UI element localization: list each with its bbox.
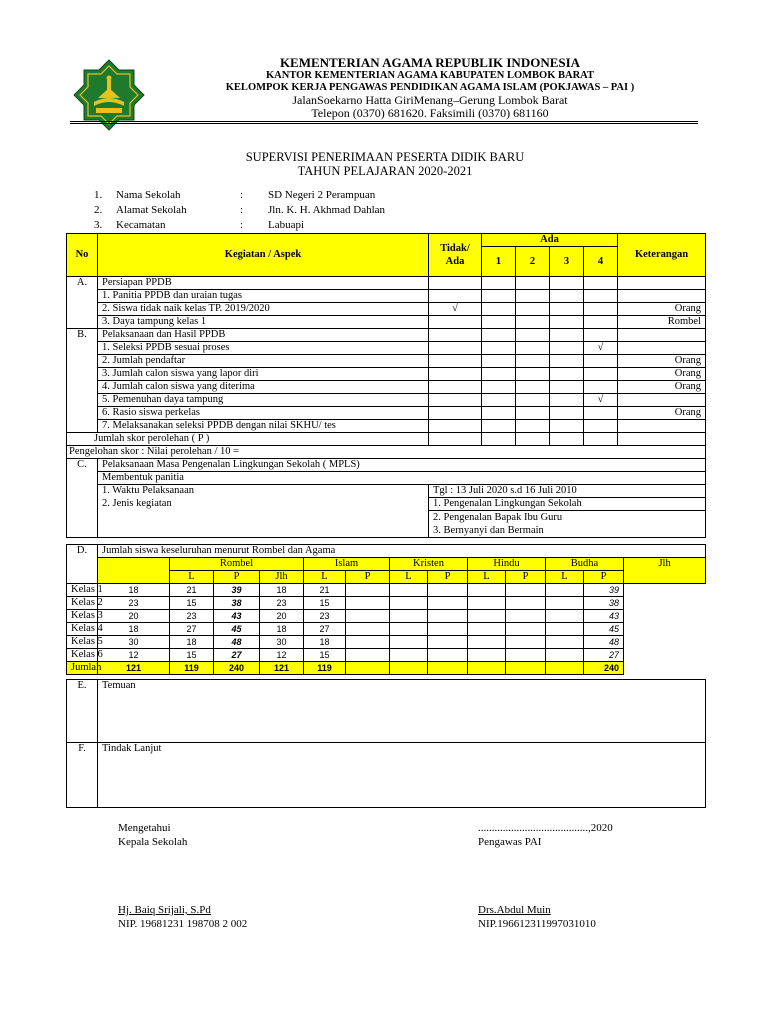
item: 5. Pemenuhan daya tampung	[98, 394, 429, 407]
cell: 27	[584, 649, 624, 662]
info-value: Jln. K. H. Akhmad Dahlan	[268, 204, 386, 216]
cell: 15	[304, 597, 346, 610]
header-office: KANTOR KEMENTERIAN AGAMA KABUPATEN LOMBOK BARAT	[266, 70, 594, 81]
info-num: 2.	[94, 204, 103, 216]
col-no: No	[67, 234, 98, 277]
sign-left-label: Mengetahui	[118, 822, 171, 834]
check-mark: √	[584, 394, 618, 407]
sub-header: L	[304, 571, 346, 584]
cell: 20	[98, 610, 170, 623]
supervision-table	[66, 233, 706, 538]
table-row	[67, 649, 706, 662]
sign-right-date: ........................................,2020	[478, 822, 613, 834]
cell: 15	[170, 597, 214, 610]
section-letter: D.	[67, 545, 98, 584]
table-row-total	[67, 662, 706, 675]
cell: 45	[584, 623, 624, 636]
section-title: Tindak Lanjut	[98, 743, 706, 808]
col-kegiatan: Kegiatan / Aspek	[98, 234, 429, 277]
info-value: SD Negeri 2 Perampuan	[268, 189, 376, 201]
item: 2. Siswa tidak naik kelas TP. 2019/2020	[98, 303, 429, 316]
info-colon: :	[240, 189, 244, 201]
group-kristen: Kristen	[390, 558, 468, 571]
info-value: Labuapi	[268, 219, 305, 231]
cell: 23	[260, 597, 304, 610]
info-label: Nama Sekolah	[116, 189, 181, 201]
cell: 121	[98, 662, 170, 675]
cell: 43	[584, 610, 624, 623]
info-num: 3.	[94, 219, 103, 231]
header-address: JalanSoekarno Hatta GiriMenang–Gerung Lombok Barat	[292, 93, 568, 107]
section-title: Pelaksanaan dan Hasil PPDB	[98, 329, 429, 342]
cell: 48	[584, 636, 624, 649]
group-budha: Budha	[546, 558, 624, 571]
section-title: Persiapan PPDB	[98, 277, 429, 290]
row-label: Kelas 6	[67, 649, 98, 662]
table-row	[67, 610, 706, 623]
item: 3. Daya tampung kelas 1	[98, 316, 429, 329]
row-label: Kelas 3	[67, 610, 98, 623]
sub-header: P	[214, 571, 260, 584]
section-letter: F.	[67, 743, 98, 808]
cell: 18	[260, 623, 304, 636]
cell: 43	[214, 610, 260, 623]
cell: 21	[170, 584, 214, 597]
header-divider	[70, 121, 698, 124]
cell: 18	[260, 584, 304, 597]
col-score-3: 3	[550, 247, 584, 277]
cell: 48	[214, 636, 260, 649]
sub-header: P	[428, 571, 468, 584]
header-ministry: KEMENTERIAN AGAMA REPUBLIK INDONESIA	[279, 55, 581, 70]
mpls-activity: 1. Pengenalan Lingkungan Sekolah	[429, 498, 706, 511]
section-title: Jumlah siswa keseluruhan menurut Rombel dan Agama	[98, 545, 706, 558]
section-letter: B.	[67, 329, 98, 433]
cell: 18	[98, 584, 170, 597]
section-letter: C.	[67, 459, 98, 538]
info-colon: :	[240, 204, 244, 216]
table-row	[67, 584, 706, 597]
cell: 23	[170, 610, 214, 623]
sign-left-name: Hj. Baiq Srijali, S.Pd	[118, 904, 211, 916]
cell: 27	[170, 623, 214, 636]
cell: 119	[304, 662, 346, 675]
check-mark: √	[429, 303, 482, 316]
group-islam: Islam	[304, 558, 390, 571]
ket-cell: Orang	[618, 303, 706, 316]
item: 2. Jenis kegiatan	[98, 498, 429, 538]
row-label: Kelas 1	[67, 584, 98, 597]
findings-table	[66, 679, 706, 808]
section-title: Temuan	[98, 680, 706, 743]
group-jlh: Jlh	[624, 558, 706, 584]
item: 7. Melaksanakan seleksi PPDB dengan nilai SKHU/ tes	[98, 420, 429, 433]
skor-perolehan: Jumlah skor perolehan ( P )	[67, 433, 429, 446]
cell: 12	[98, 649, 170, 662]
header-group: KELOMPOK KERJA PENGAWAS PENDIDIKAN AGAMA ISLAM (POKJAWAS – PAI )	[225, 82, 635, 93]
item: 6. Rasio siswa perkelas	[98, 407, 429, 420]
doc-title: SUPERVISI PENERIMAAN PESERTA DIDIK BARU	[245, 150, 525, 164]
cell: 27	[214, 649, 260, 662]
cell: 18	[98, 623, 170, 636]
sign-left-role: Kepala Sekolah	[118, 836, 188, 848]
item: 1. Panitia PPDB dan uraian tugas	[98, 290, 429, 303]
item: 2. Jumlah pendaftar	[98, 355, 429, 368]
col-score-2: 2	[516, 247, 550, 277]
cell: 15	[170, 649, 214, 662]
info-label: Kecamatan	[116, 219, 166, 231]
cell: 119	[170, 662, 214, 675]
col-score-1: 1	[482, 247, 516, 277]
check-mark: √	[584, 342, 618, 355]
cell: 27	[304, 623, 346, 636]
sign-right-nip: NIP.196612311997031010	[478, 918, 596, 930]
info-label: Alamat Sekolah	[116, 204, 187, 216]
col-tidak-ada: Tidak/ Ada	[429, 234, 482, 277]
ket-cell: Orang	[618, 368, 706, 381]
skor-pengolahan: Pengelohan skor : Nilai perolehan / 10 =	[67, 446, 706, 459]
col-keterangan: Keterangan	[618, 234, 706, 277]
cell: 23	[304, 610, 346, 623]
col-ada: Ada	[482, 234, 618, 247]
table-row	[67, 623, 706, 636]
cell: 121	[260, 662, 304, 675]
cell: 39	[584, 584, 624, 597]
item: 1. Waktu Pelaksanaan	[98, 485, 429, 498]
row-label: Jumlah	[67, 662, 98, 675]
section-letter: A.	[67, 277, 98, 329]
cell: 23	[98, 597, 170, 610]
info-colon: :	[240, 219, 244, 231]
sub-header: L	[170, 571, 214, 584]
cell: 18	[170, 636, 214, 649]
sub-header: P	[506, 571, 546, 584]
section-letter: E.	[67, 680, 98, 743]
ket-cell: Orang	[618, 407, 706, 420]
mpls-date: Tgl : 13 Juli 2020 s.d 16 Juli 2010	[429, 485, 706, 498]
item: 4. Jumlah calon siswa yang diterima	[98, 381, 429, 394]
item: 1. Seleksi PPDB sesuai proses	[98, 342, 429, 355]
cell: 21	[304, 584, 346, 597]
item: 3. Jumlah calon siswa yang lapor diri	[98, 368, 429, 381]
ket-cell: Orang	[618, 381, 706, 394]
header-phone: Telepon (0370) 681620. Faksimili (0370) 681160	[311, 106, 549, 120]
sub-header: L	[468, 571, 506, 584]
sign-left-nip: NIP. 19681231 198708 2 002	[118, 918, 248, 930]
sub-header: L	[546, 571, 584, 584]
sign-right-role: Pengawas PAI	[478, 836, 542, 848]
cell: 18	[304, 636, 346, 649]
table-row	[67, 636, 706, 649]
cell: 38	[214, 597, 260, 610]
cell: 38	[584, 597, 624, 610]
sub-header: L	[390, 571, 428, 584]
cell: 20	[260, 610, 304, 623]
cell: 240	[584, 662, 624, 675]
ket-cell: Rombel	[618, 316, 706, 329]
info-num: 1.	[94, 189, 103, 201]
sub-header: P	[346, 571, 390, 584]
cell: 30	[98, 636, 170, 649]
col-score-4: 4	[584, 247, 618, 277]
cell: 12	[260, 649, 304, 662]
section-title: Pelaksanaan Masa Pengenalan Lingkungan Sekolah ( MPLS)	[98, 459, 706, 472]
row-label: Kelas 2	[67, 597, 98, 610]
cell: 15	[304, 649, 346, 662]
mpls-activity: 2. Pengenalan Bapak Ibu Guru 3. Bernyanyi dan Bermain	[429, 511, 706, 538]
cell: 45	[214, 623, 260, 636]
sub-header: Jlh	[260, 571, 304, 584]
ket-cell: Orang	[618, 355, 706, 368]
group-hindu: Hindu	[468, 558, 546, 571]
cell: 240	[214, 662, 260, 675]
cell: 39	[214, 584, 260, 597]
row-label: Kelas 4	[67, 623, 98, 636]
sub-header: P	[584, 571, 624, 584]
table-row	[67, 597, 706, 610]
row-label: Kelas 5	[67, 636, 98, 649]
group-rombel: Rombel	[170, 558, 304, 571]
sign-right-name: Drs.Abdul Muin	[478, 904, 551, 916]
cell: 30	[260, 636, 304, 649]
student-count-table	[66, 544, 706, 675]
item: Membentuk panitia	[98, 472, 706, 485]
doc-subtitle: TAHUN PELAJARAN 2020-2021	[297, 164, 473, 178]
